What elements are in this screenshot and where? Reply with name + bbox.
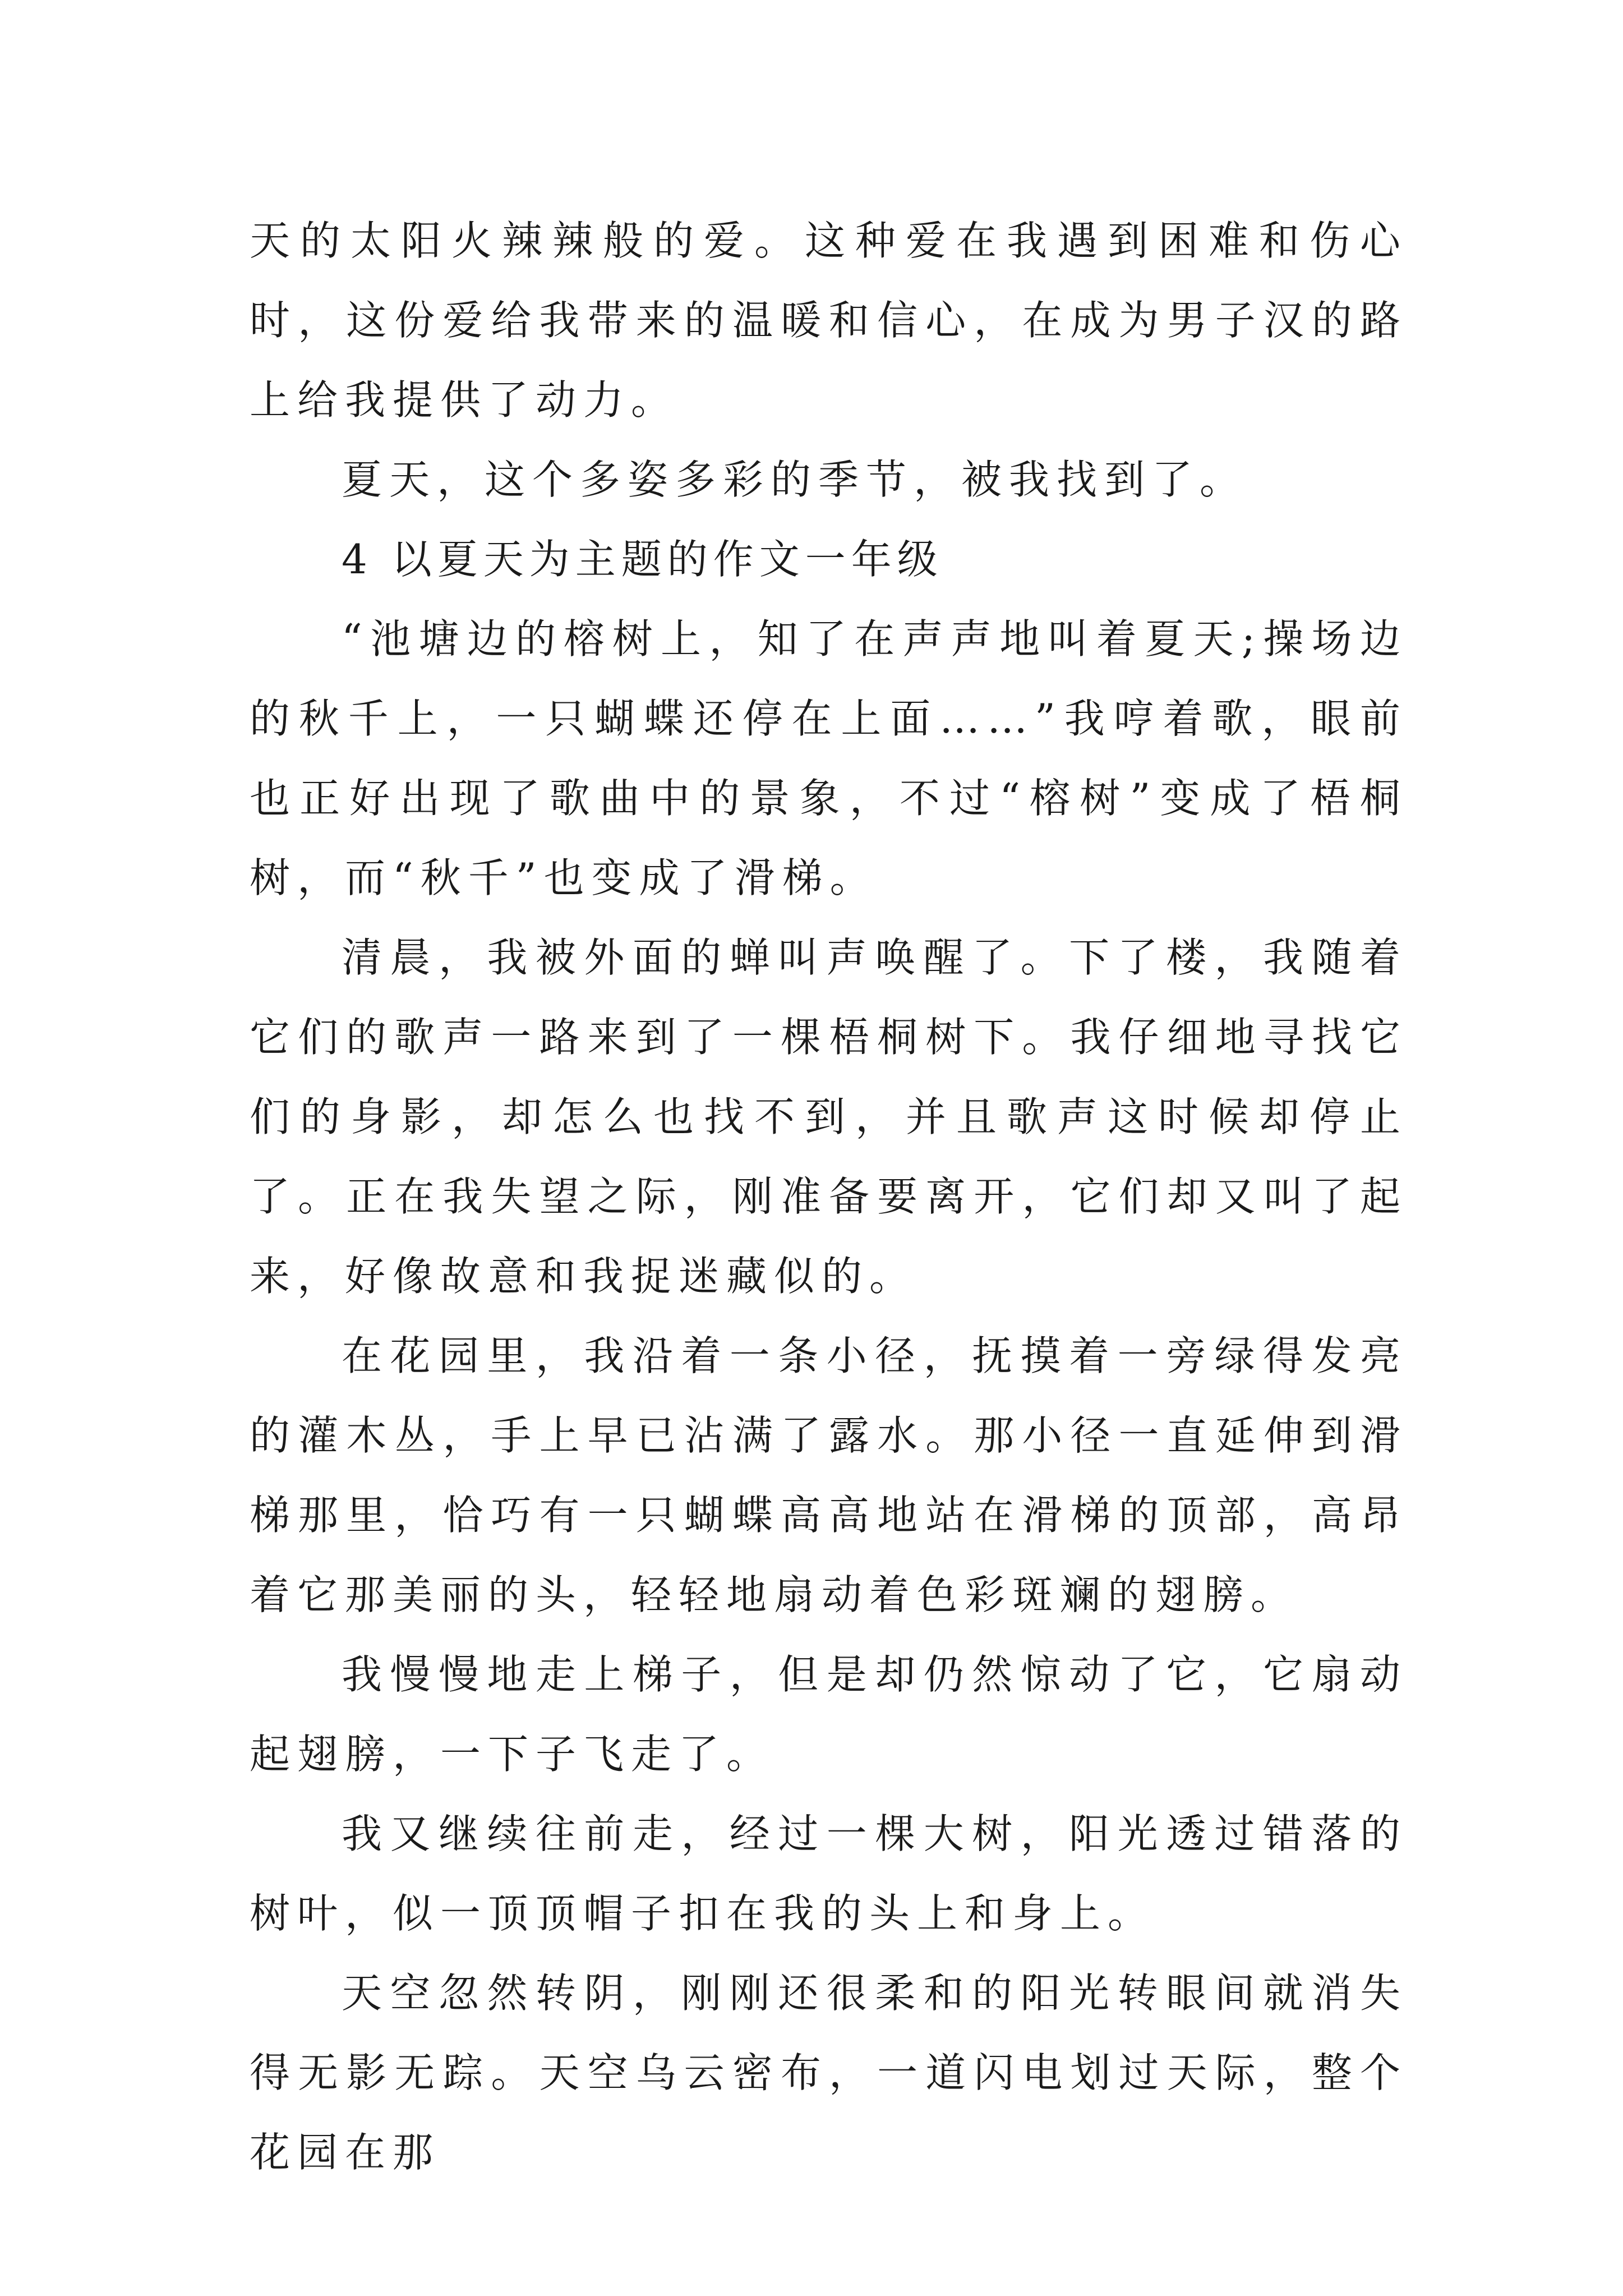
paragraph-tree: 我又继续往前走，经过一棵大树，阳光透过错落的树叶，似一顶顶帽子扣在我的头上和身上。 [250, 1810, 1408, 1937]
paragraph-garden: 在花园里，我沿着一条小径，抚摸着一旁绿得发亮的灌木丛，手上早已沾满了露水。那小径一直延伸到滑梯那里，恰巧有一只蝴蝶高高地站在滑梯的顶部，高昂着它那美丽的头，轻轻地扇动着色彩斑斓的翅膀。 [250, 1332, 1408, 1618]
paragraph-morning: 清晨，我被外面的蝉叫声唤醒了。下了楼，我随着它们的歌声一路来到了一棵梧桐树下。我仔细地寻找它们的身影，却怎么也找不到，并且歌声这时候却停止了。正在我失望之际，刚准备要离开，它们却又叫了起来，好像故意和我捉迷藏似的。 [250, 934, 1408, 1300]
document-body [250, 201, 1408, 2192]
paragraph-continuation: 天的太阳火辣辣般的爱。这种爱在我遇到困难和伤心时，这份爱给我带来的温暖和信心，在成为男子汉的路上给我提供了动力。 [250, 217, 1408, 424]
section-heading: 4 以夏天为主题的作文一年级 [342, 536, 943, 583]
paragraph-summer-found: 夏天，这个多姿多彩的季节，被我找到了。 [342, 456, 1248, 503]
paragraph-storm: 天空忽然转阴，刚刚还很柔和的阳光转眼间就消失得无影无踪。天空乌云密布，一道闪电划过天际，整个花园在那 [250, 1970, 1408, 2176]
paragraph-song: “池塘边的榕树上，知了在声声地叫着夏天;操场边的秋千上，一只蝴蝶还停在上面……”我哼着歌，眼前也正好出现了歌曲中的景象，不过“榕树”变成了梧桐树，而“秋千”也变成了滑梯。 [250, 615, 1408, 901]
paragraph-ladder: 我慢慢地走上梯子，但是却仍然惊动了它，它扇动起翅膀，一下子飞走了。 [250, 1651, 1408, 1778]
